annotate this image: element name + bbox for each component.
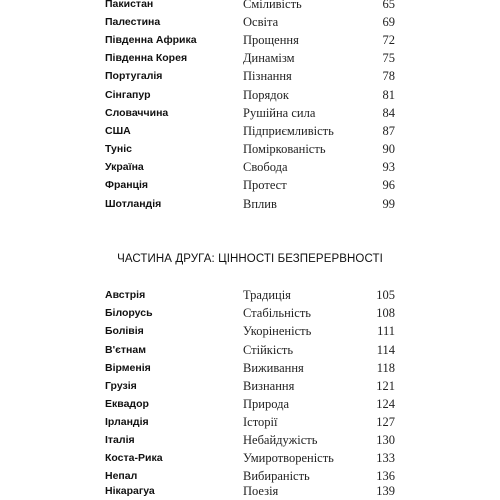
toc-page-number: 136 [376,469,395,483]
toc-entry [0,413,500,431]
toc-country: Білорусь [105,307,153,319]
toc-page-number: 114 [376,343,395,357]
toc-page-number: 118 [376,361,395,375]
toc-page-number: 90 [382,142,395,156]
toc-entry [0,286,500,304]
toc-country: Австрія [105,289,146,301]
toc-country: Грузія [105,380,137,392]
toc-country: Сінгапур [105,89,151,101]
toc-value: Природа [243,397,290,411]
toc-value: Сміливість [243,0,302,11]
toc-entry [0,122,500,140]
toc-country: Південна Африка [105,34,197,46]
toc-entry [0,341,500,359]
toc-entry [0,482,500,500]
toc-country: Шотландія [105,198,162,210]
toc-country: Нікарагуа [105,485,155,497]
toc-country: Словаччина [105,107,169,119]
toc-page-number: 124 [376,397,395,411]
toc-value: Динамізм [243,51,295,65]
toc-entry [0,359,500,377]
toc-country: Пакистан [105,0,154,10]
toc-page-number: 111 [377,324,395,338]
toc-value: Стабільність [243,306,311,320]
toc-page-number: 81 [382,88,395,102]
toc-value: Історії [243,415,278,429]
toc-country: Непал [105,470,138,482]
toc-value: Свобода [243,160,288,174]
toc-entry [0,0,500,13]
toc-value: Укоріненість [243,324,312,338]
toc-page-number: 87 [382,124,395,138]
toc-page-number: 105 [376,288,395,302]
toc-country: Болівія [105,325,144,337]
toc-page-number: 99 [382,197,395,211]
toc-country: Південна Корея [105,52,188,64]
toc-value: Протест [243,178,287,192]
toc-page-number: 96 [382,178,395,192]
toc-value: Освіта [243,15,279,29]
toc-country: Ірландія [105,416,149,428]
toc-country: Коста-Рика [105,452,163,464]
toc-value: Вплив [243,197,277,211]
toc-entry [0,31,500,49]
toc-entry [0,67,500,85]
toc-value: Підприємливість [243,124,334,138]
toc-entry [0,395,500,413]
toc-value: Рушійна сила [243,106,316,120]
section-heading: ЧАСТИНА ДРУГА: ЦІННОСТІ БЕЗПЕРЕРВНОСТІ [117,253,383,265]
toc-page-number: 121 [376,379,395,393]
toc-entry [0,176,500,194]
toc-country: Вірменія [105,362,151,374]
toc-country: Туніс [105,143,132,155]
toc-country: Україна [105,161,144,173]
toc-country: Італія [105,434,135,446]
toc-value: Умиротвореність [243,451,334,465]
toc-country: В'єтнам [105,344,146,356]
toc-entry [0,158,500,176]
toc-value: Визнання [243,379,295,393]
toc-value: Поміркованість [243,142,326,156]
toc-country: Франція [105,179,149,191]
toc-page-number: 108 [376,306,395,320]
toc-value: Прощення [243,33,299,47]
toc-entry [0,449,500,467]
toc-page-number: 84 [382,106,395,120]
toc-entry [0,104,500,122]
toc-entry [0,140,500,158]
toc-value: Поезія [243,484,279,498]
toc-value: Стійкість [243,343,294,357]
toc-page-number: 93 [382,160,395,174]
toc-page-number: 78 [382,69,395,83]
toc-entry [0,13,500,31]
toc-entry [0,86,500,104]
toc-entry [0,377,500,395]
toc-country: Португалія [105,70,163,82]
toc-value: Пізнання [243,69,292,83]
toc-value: Небайдужість [243,433,318,447]
toc-value: Традиція [243,288,291,302]
toc-country: США [105,125,131,137]
toc-page-number: 65 [382,0,395,11]
toc-page-number: 69 [382,15,395,29]
toc-entry [0,431,500,449]
toc-entry [0,304,500,322]
toc-entry [0,195,500,213]
toc-page-number: 127 [376,415,395,429]
toc-page-number: 72 [382,33,395,47]
toc-page-number: 133 [376,451,395,465]
toc-page-number: 139 [376,484,395,498]
toc-country: Палестина [105,16,161,28]
toc-entry [0,322,500,340]
toc-country: Еквадор [105,398,149,410]
toc-page-number: 75 [382,51,395,65]
toc-page-number: 130 [376,433,395,447]
toc-value: Вибираність [243,469,310,483]
toc-entry [0,49,500,67]
toc-value: Виживання [243,361,304,375]
toc-value: Порядок [243,88,289,102]
